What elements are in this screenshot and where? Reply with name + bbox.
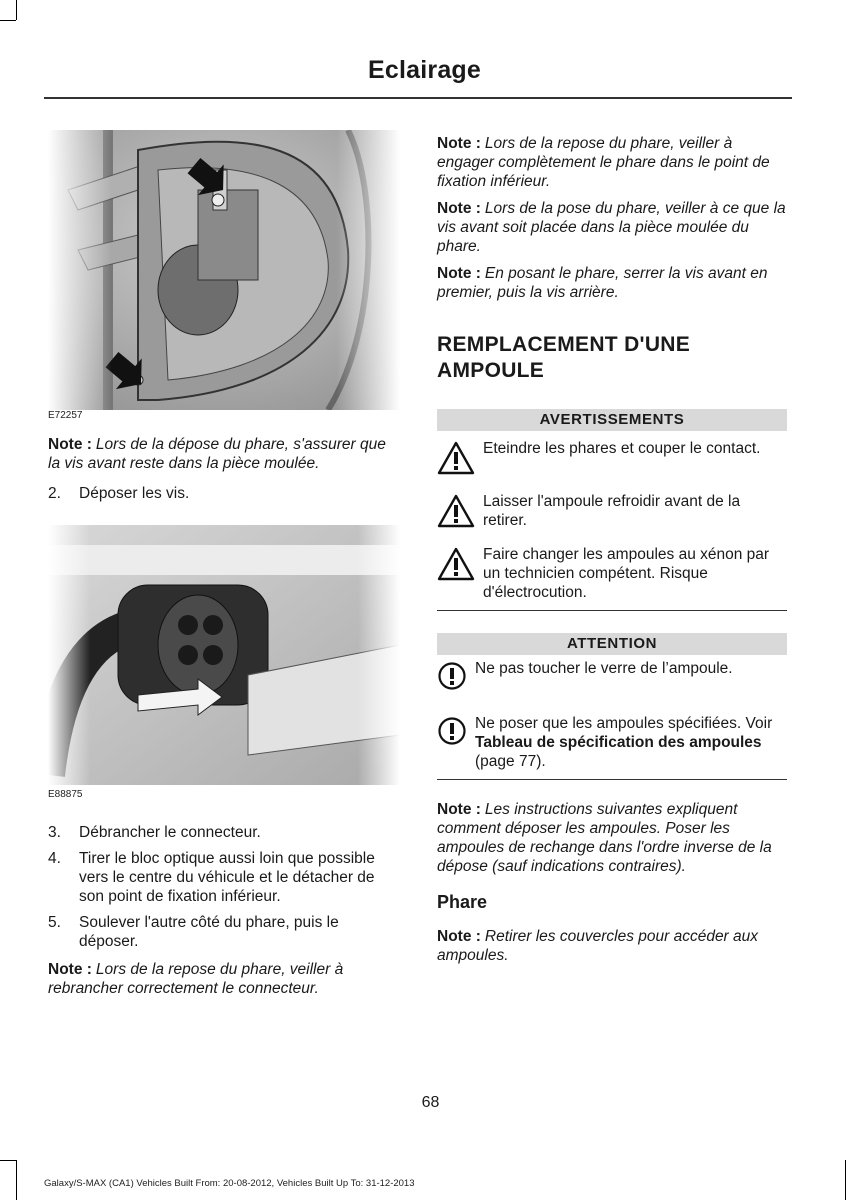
attention-item: Ne pas toucher le verre de l’ampoule. <box>437 659 787 696</box>
attention-item: Ne poser que les ampoules spécifiées. Voir Tableau de spécification des ampoules (page 77). <box>437 714 787 771</box>
attention-title: ATTENTION <box>437 633 787 655</box>
right-column <box>437 134 787 965</box>
warning-triangle-icon <box>437 545 483 586</box>
warning-item: Laisser l'ampoule refroidir avant de la retirer. <box>437 492 787 533</box>
left-column <box>48 130 400 998</box>
section-heading: REMPLACEMENT D'UNE AMPOULE <box>437 333 691 382</box>
connector-illustration <box>48 525 400 785</box>
note-instructions: Note : Les instructions suivantes expliquent comment déposer les ampoules. Poser les ampoules de rechange dans l'ordre inverse de la dépose (sauf indications contraires). <box>437 801 772 875</box>
attention-box <box>437 633 787 780</box>
step-2: 2. Déposer les vis. <box>48 485 190 502</box>
figure-code: E88875 <box>48 789 83 800</box>
exclamation-circle-icon <box>437 714 475 751</box>
step-4: 4. Tirer le bloc optique aussi loin que possible vers le centre du véhicule et le détacher de son point de fixation inférieur. <box>48 850 375 905</box>
headlamp-screw-figure <box>48 130 400 426</box>
headlamp-screw-illustration <box>48 130 400 410</box>
crop-mark <box>845 1160 846 1200</box>
note-front-screw: Note : Lors de la pose du phare, veiller à ce que la vis avant soit placée dans la pièce moulée du phare. <box>437 200 786 255</box>
note-lower-fixing: Note : Lors de la repose du phare, veiller à engager complètement le phare dans le point de fixation inférieur. <box>437 135 770 190</box>
page-title: Eclairage <box>368 56 481 84</box>
step-3: 3. Débrancher le connecteur. <box>48 824 261 841</box>
warning-item: Faire changer les ampoules au xénon par un technicien compétent. Risque d'électrocution. <box>437 545 787 602</box>
bulb-spec-table-link[interactable]: Tableau de spécification des ampoules <box>475 734 762 751</box>
note-covers: Note : Retirer les couvercles pour accéder aux ampoules. <box>437 928 759 964</box>
step-5: 5. Soulever l'autre côté du phare, puis le déposer. <box>48 914 339 950</box>
crop-mark <box>0 1160 16 1161</box>
warnings-title: AVERTISSEMENTS <box>437 409 787 431</box>
subheading-phare: Phare <box>437 892 488 912</box>
note-connector: Note : Lors de la repose du phare, veiller à rebrancher correctement le connecteur. <box>48 961 344 997</box>
warnings-box <box>437 409 787 611</box>
warning-item: Eteindre les phares et couper le contact. <box>437 439 787 480</box>
note-headlamp-removal: Note : Lors de la dépose du phare, s'assurer que la vis avant reste dans la pièce moulée. <box>48 436 386 472</box>
crop-mark <box>0 20 16 21</box>
crop-mark <box>16 1160 17 1200</box>
connector-figure <box>48 525 400 807</box>
exclamation-circle-icon <box>437 659 475 696</box>
warning-triangle-icon <box>437 439 483 480</box>
figure-code: E72257 <box>48 410 83 421</box>
header-rule <box>44 97 792 99</box>
page-number: 68 <box>421 1094 440 1111</box>
footer-text: Galaxy/S-MAX (CA1) Vehicles Built From: 20-08-2012, Vehicles Built Up To: 31-12-2013 <box>44 1178 415 1189</box>
warnings-rule <box>437 610 787 611</box>
warning-triangle-icon <box>437 492 483 533</box>
note-tighten-order: Note : En posant le phare, serrer la vis avant en premier, puis la vis arrière. <box>437 265 768 301</box>
attention-rule <box>437 779 787 780</box>
crop-mark <box>16 0 17 20</box>
